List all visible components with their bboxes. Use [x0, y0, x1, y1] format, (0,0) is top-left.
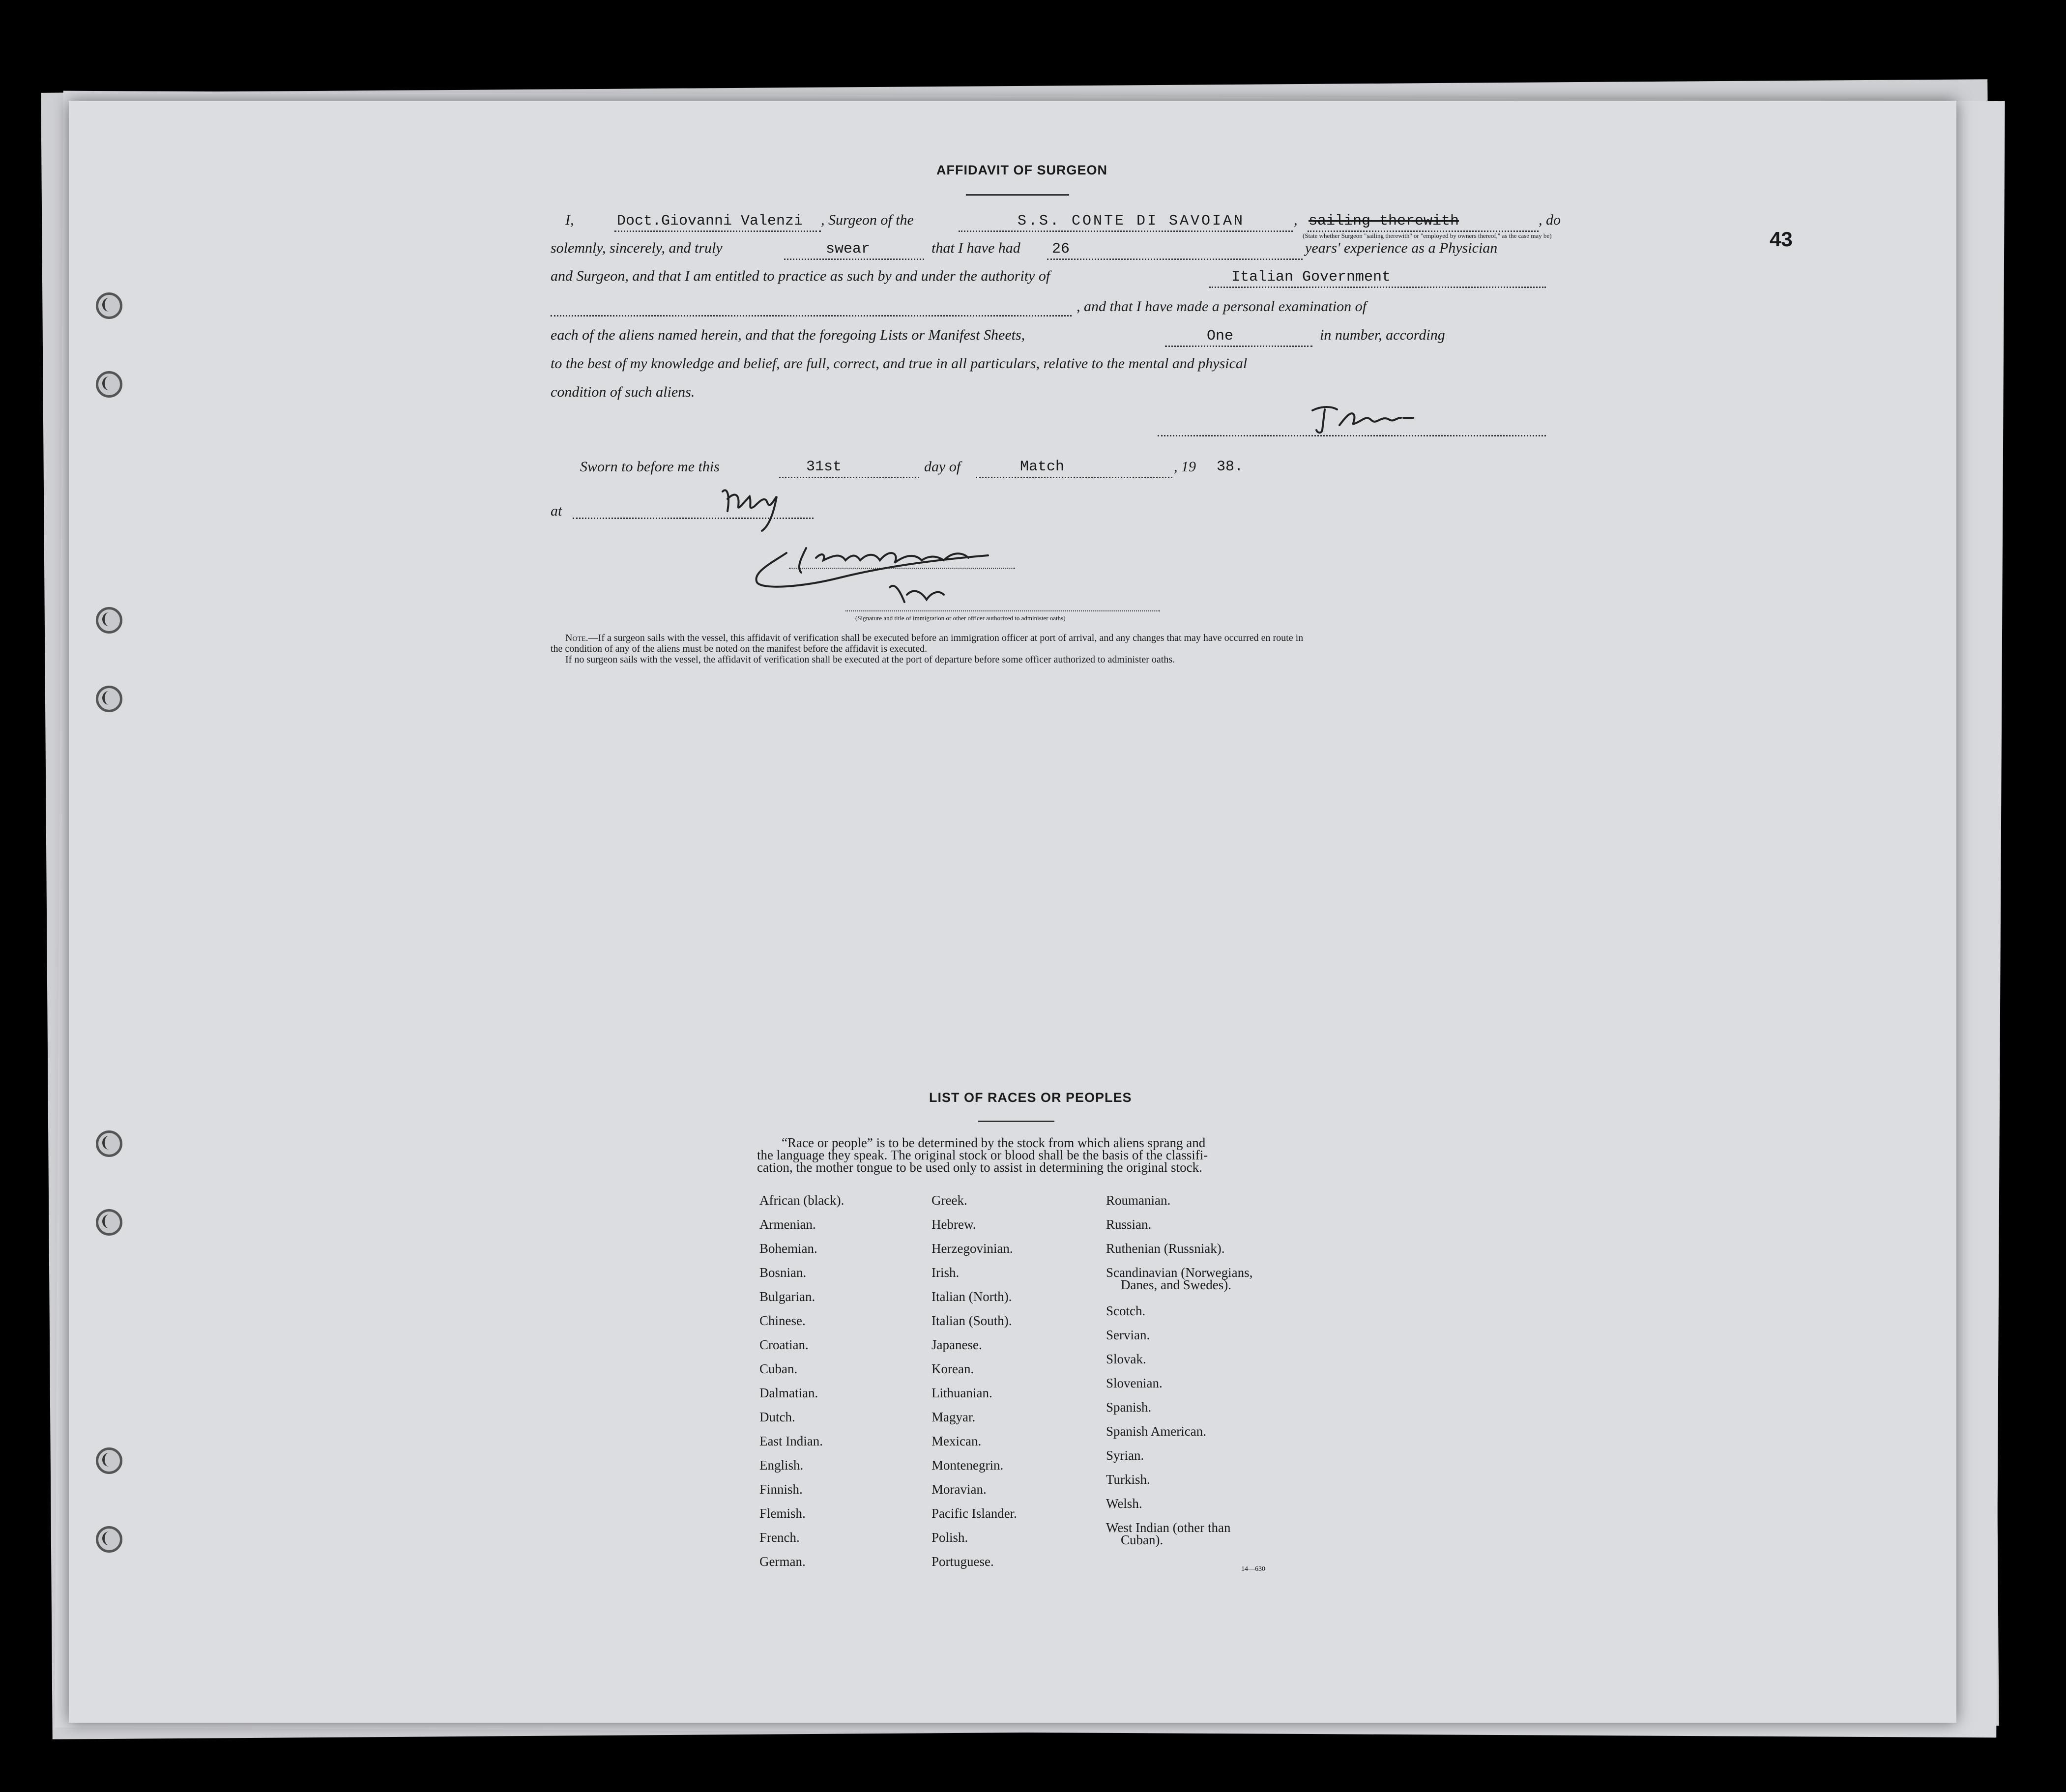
- surgeon-name-line: [614, 231, 821, 232]
- surgeon-signature-line: [1158, 435, 1546, 436]
- sailing-status: sailing therewith: [1309, 213, 1459, 230]
- oath-type-line: [784, 259, 924, 260]
- line1-prefix: I,: [565, 212, 574, 228]
- line5-suffix: in number, according: [1320, 327, 1445, 343]
- note-line3: If no surgeon sails with the vessel, the affidavit of verification shall be executed at the port of departure before some officer authorized to administer oaths.: [565, 654, 1175, 665]
- sworn-month: Match: [1020, 459, 1065, 475]
- affidavit-title: AFFIDAVIT OF SURGEON: [936, 163, 1107, 177]
- sheet-count: One: [1207, 328, 1234, 345]
- race-item: Italian (South).: [931, 1313, 1012, 1328]
- race-item: French.: [759, 1530, 800, 1545]
- line2-mid: that I have had: [931, 240, 1020, 256]
- punch-hole: [96, 1209, 122, 1236]
- years-experience-line: [1047, 259, 1303, 260]
- authority: Italian Government: [1231, 269, 1391, 286]
- years-experience: 26: [1052, 241, 1070, 258]
- race-item: Mexican.: [931, 1434, 982, 1448]
- race-item: German.: [759, 1554, 806, 1569]
- note-label: Note.: [565, 633, 588, 643]
- surgeon-signature: [1303, 396, 1421, 440]
- line1-comma: ,: [1294, 212, 1298, 228]
- race-item: Spanish.: [1106, 1400, 1152, 1415]
- race-item: Ruthenian (Russniak).: [1106, 1241, 1225, 1256]
- punch-hole: [96, 686, 122, 712]
- sworn-month-line: [976, 477, 1172, 478]
- punch-hole: [96, 1447, 122, 1474]
- race-item: East Indian.: [759, 1434, 823, 1448]
- line5-prefix: each of the aliens named herein, and that the foregoing Lists or Manifest Sheets,: [551, 327, 1025, 343]
- race-item: Scotch.: [1106, 1303, 1146, 1318]
- sworn-day: 31st: [806, 459, 842, 475]
- race-item: Korean.: [931, 1361, 974, 1376]
- caption-rule: [845, 610, 1160, 611]
- place-handwriting: [718, 482, 806, 536]
- race-item: Japanese.: [931, 1337, 982, 1352]
- sworn-mid: day of: [924, 459, 961, 475]
- ship-name: S.S. CONTE DI SAVOIAN: [1018, 213, 1245, 230]
- document-page: [69, 101, 1956, 1723]
- race-item: Cuban.: [759, 1361, 798, 1376]
- races-title: LIST OF RACES OR PEOPLES: [929, 1090, 1132, 1105]
- punch-hole: [96, 1130, 122, 1157]
- race-item: Lithuanian.: [931, 1386, 992, 1400]
- race-item: Slovak.: [1106, 1352, 1146, 1366]
- signature-caption: (Signature and title of immigration or other officer authorized to administer oaths): [855, 614, 1066, 622]
- line4: , and that I have made a personal examination of: [1077, 298, 1367, 315]
- races-intro: [757, 1137, 1362, 1174]
- at-label: at: [551, 503, 562, 519]
- ship-name-line: [959, 231, 1293, 232]
- punch-hole: [96, 371, 122, 398]
- page-number: 43: [1770, 228, 1793, 251]
- race-item: Pacific Islander.: [931, 1506, 1017, 1521]
- punch-hole: [96, 1526, 122, 1553]
- note-block: [551, 633, 1553, 665]
- race-item: Bosnian.: [759, 1265, 807, 1280]
- race-item: Armenian.: [759, 1217, 816, 1232]
- race-item: Dalmatian.: [759, 1386, 818, 1400]
- officer-signature: [742, 533, 1018, 617]
- race-item: Danes, and Swedes).: [1121, 1277, 1231, 1292]
- race-item: Cuban).: [1121, 1532, 1164, 1547]
- race-item: Portuguese.: [931, 1554, 994, 1569]
- race-item: Magyar.: [931, 1410, 976, 1424]
- form-number: 14—630: [1241, 1565, 1265, 1573]
- line3-prefix: and Surgeon, and that I am entitled to practice as such by and under the authority of: [551, 268, 1050, 284]
- line1-mid: , Surgeon of the: [821, 212, 914, 228]
- authority-line-2: [551, 315, 1072, 317]
- punch-hole: [96, 607, 122, 634]
- sworn-year-prefix: , 19: [1174, 459, 1196, 475]
- sworn-prefix: Sworn to before me this: [580, 459, 720, 475]
- race-item: Flemish.: [759, 1506, 806, 1521]
- race-item: English.: [759, 1458, 804, 1473]
- race-item: Irish.: [931, 1265, 960, 1280]
- race-item: Slovenian.: [1106, 1376, 1163, 1390]
- title-underline: [966, 194, 1069, 196]
- race-item: Moravian.: [931, 1482, 987, 1497]
- sailing-note: (State whether Surgeon "sailing therewith" or "employed by owners thereof," as the case may be): [1303, 232, 1552, 239]
- line7: condition of such aliens.: [551, 384, 695, 400]
- races-intro-line1: “Race or people” is to be determined by the stock from which aliens sprang and: [782, 1135, 1206, 1150]
- race-item: Polish.: [931, 1530, 968, 1545]
- races-intro-line2: the language they speak. The original stock or blood shall be the basis of the classifi-: [757, 1148, 1208, 1162]
- sworn-year: 38.: [1217, 459, 1244, 475]
- race-item: Hebrew.: [931, 1217, 976, 1232]
- line1-suffix: , do: [1539, 212, 1561, 228]
- races-intro-line3: cation, the mother tongue to be used only to assist in determining the original stock.: [757, 1160, 1202, 1175]
- race-item: Scandinavian (Norwegians,: [1106, 1265, 1253, 1280]
- sheet-count-line: [1165, 346, 1312, 347]
- race-item: Croatian.: [759, 1337, 809, 1352]
- race-item: Spanish American.: [1106, 1424, 1206, 1439]
- note-line1: [551, 633, 1553, 643]
- line6: to the best of my knowledge and belief, are full, correct, and true in all particulars, relative to the mental and physical: [551, 355, 1248, 372]
- authority-line: [1209, 287, 1546, 288]
- race-item: Welsh.: [1106, 1496, 1142, 1511]
- race-item: West Indian (other than: [1106, 1520, 1231, 1535]
- race-item: Syrian.: [1106, 1448, 1144, 1463]
- note-text-1: —If a surgeon sails with the vessel, this affidavit of verification shall be executed before an immigration officer at port of arrival, and any changes that may have occurred en route in: [588, 633, 1304, 643]
- note-line2: the condition of any of the aliens must be noted on the manifest before the affidavit is executed.: [551, 643, 928, 654]
- race-item: Italian (North).: [931, 1289, 1012, 1304]
- race-item: Finnish.: [759, 1482, 803, 1497]
- line2-suffix: years' experience as a Physician: [1305, 240, 1498, 256]
- line2-prefix: solemnly, sincerely, and truly: [551, 240, 723, 256]
- race-item: Herzegovinian.: [931, 1241, 1013, 1256]
- race-item: Greek.: [931, 1193, 967, 1208]
- punch-hole: [96, 292, 122, 319]
- officer-signature-line: [789, 568, 1015, 569]
- race-item: Dutch.: [759, 1410, 795, 1424]
- sworn-day-line: [779, 477, 919, 478]
- surgeon-name: Doct.Giovanni Valenzi: [617, 213, 803, 230]
- oath-type: swear: [826, 241, 871, 258]
- race-item: Chinese.: [759, 1313, 806, 1328]
- race-item: Turkish.: [1106, 1472, 1150, 1487]
- race-item: Montenegrin.: [931, 1458, 1004, 1473]
- race-item: Servian.: [1106, 1328, 1150, 1342]
- race-item: African (black).: [759, 1193, 844, 1208]
- race-item: Bohemian.: [759, 1241, 817, 1256]
- race-item: Bulgarian.: [759, 1289, 815, 1304]
- races-title-underline: [978, 1121, 1054, 1122]
- race-item: Roumanian.: [1106, 1193, 1171, 1208]
- race-item: Russian.: [1106, 1217, 1152, 1232]
